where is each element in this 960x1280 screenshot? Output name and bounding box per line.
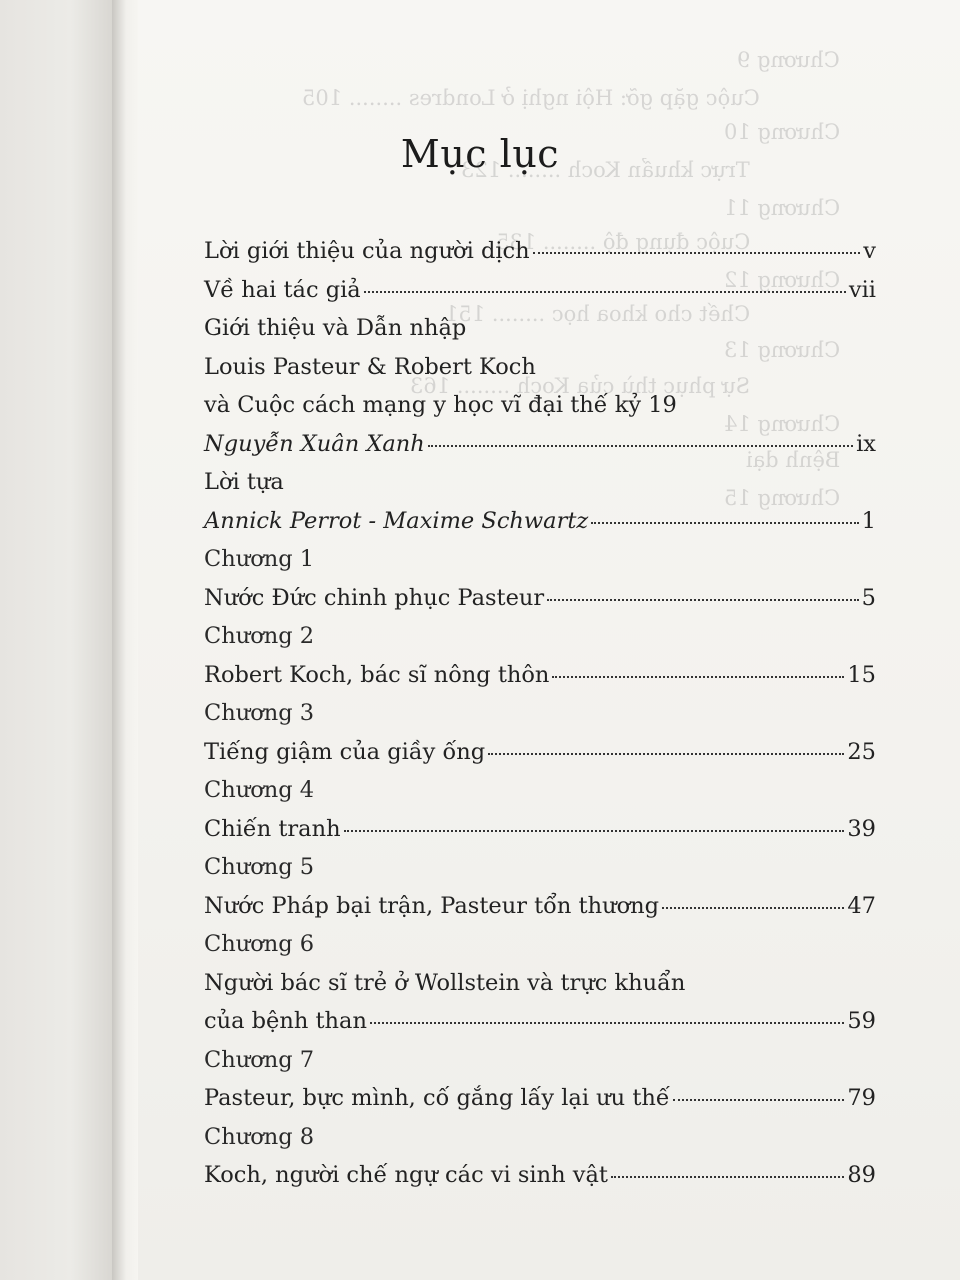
- entry-label: Lời giới thiệu của người dịch: [204, 238, 530, 264]
- bleed-line: Chết cho khoa học ........ 151: [444, 302, 750, 326]
- toc-entry: [204, 431, 876, 470]
- bleed-line: Cuộc gặp gỡ: Hội nghị ở Londres ........ 105: [302, 86, 760, 110]
- entry-page: vii: [848, 276, 876, 303]
- entry-label: Chương 2: [204, 623, 315, 649]
- left-page: [0, 0, 118, 1280]
- bleed-line: Bệnh dại: [745, 448, 840, 472]
- entry-label: Nguyễn Xuân Xanh: [204, 430, 425, 457]
- entry-page: v: [863, 238, 876, 264]
- entry-label: Chương 6: [204, 931, 315, 957]
- entry-label: Pasteur, bực mình, cố gắng lấy lại ưu thế: [204, 1085, 670, 1111]
- entry-page: 89: [847, 1162, 876, 1188]
- entry-label: Louis Pasteur & Robert Koch: [204, 353, 536, 380]
- page-title: Mục lục: [400, 132, 560, 176]
- dot-leader: [370, 1022, 844, 1024]
- entry-label: Chương 5: [204, 854, 315, 880]
- entry-page: 25: [847, 738, 876, 765]
- entry-label: Chương 3: [204, 700, 315, 726]
- entry-label: Robert Koch, bác sĩ nông thôn: [204, 661, 550, 688]
- bleed-line: Chương 9: [737, 48, 840, 72]
- entry-label: Nước Pháp bại trận, Pasteur tổn thương: [204, 892, 660, 919]
- table-of-contents: [204, 238, 876, 1201]
- entry-label: Nước Đức chinh phục Pasteur: [204, 584, 545, 611]
- chapter-heading: [204, 546, 876, 585]
- entry-page: 47: [847, 892, 876, 919]
- entry-page: ix: [856, 430, 876, 457]
- bleed-line: Chương 15: [723, 486, 840, 510]
- entry-label: Annick Perrot - Maxime Schwartz: [204, 507, 589, 534]
- toc-entry: [204, 1008, 876, 1047]
- dot-leader: [662, 907, 844, 909]
- bleed-line: Trực khuẩn Koch ........ 123: [461, 158, 750, 182]
- toc-entry: [204, 354, 876, 393]
- chapter-heading: [204, 854, 876, 893]
- chapter-heading: [204, 777, 876, 816]
- entry-page: 5: [861, 584, 876, 611]
- entry-label: của bệnh than: [204, 1008, 367, 1034]
- entry-label: Koch, người chế ngự các vi sinh vật: [204, 1162, 608, 1188]
- dot-leader: [591, 522, 858, 524]
- dot-leader: [533, 252, 861, 254]
- toc-entry: [204, 1162, 876, 1201]
- bleed-line: Chương 14: [723, 412, 840, 436]
- entry-label: và Cuộc cách mạng y học vĩ đại thế kỷ 19: [204, 392, 677, 418]
- entry-label: Chương 7: [204, 1046, 315, 1073]
- entry-page: 79: [847, 1085, 876, 1111]
- entry-label: Lời tựa: [204, 469, 284, 495]
- entry-label: Chương 1: [204, 546, 315, 572]
- entry-label: Người bác sĩ trẻ ở Wollstein và trực khuẩn: [204, 969, 686, 996]
- book-gutter: [112, 0, 138, 1280]
- dot-leader: [673, 1099, 845, 1101]
- toc-entry: [204, 469, 876, 508]
- bleed-line: Chương 10: [723, 120, 840, 144]
- toc-entry: [204, 662, 876, 701]
- dot-leader: [547, 599, 859, 601]
- bleed-line: Chương 11: [723, 196, 840, 220]
- dot-leader: [364, 291, 846, 293]
- entry-label: Chương 4: [204, 777, 315, 803]
- toc-entry: [204, 315, 876, 354]
- toc-entry: [204, 585, 876, 624]
- dot-leader: [428, 445, 853, 447]
- toc-entry: [204, 392, 876, 431]
- dot-leader: [552, 676, 844, 678]
- toc-entry: [204, 739, 876, 778]
- toc-entry: [204, 508, 876, 547]
- toc-entry: [204, 1085, 876, 1124]
- dot-leader: [344, 830, 845, 832]
- entry-page: 1: [861, 507, 876, 534]
- toc-entry: [204, 277, 876, 316]
- entry-label: Chiến tranh: [204, 815, 341, 842]
- entry-page: 15: [847, 661, 876, 688]
- toc-entry: [204, 970, 876, 1009]
- bleed-line: Chương 12: [723, 268, 840, 292]
- chapter-heading: [204, 1047, 876, 1086]
- entry-page: 59: [847, 1008, 876, 1034]
- entry-label: Chương 8: [204, 1123, 315, 1150]
- bleed-line: Cuộc đụng độ ........ 135: [495, 230, 750, 254]
- entry-label: Về hai tác giả: [204, 276, 361, 303]
- bleed-line: Sự phục thù của Koch ........ 163: [409, 374, 750, 398]
- toc-entry: [204, 893, 876, 932]
- entry-page: 39: [847, 815, 876, 842]
- toc-entry: [204, 238, 876, 277]
- chapter-heading: [204, 623, 876, 662]
- chapter-heading: [204, 700, 876, 739]
- dot-leader: [611, 1176, 844, 1178]
- toc-entry: [204, 816, 876, 855]
- dot-leader: [488, 753, 844, 755]
- chapter-heading: [204, 931, 876, 970]
- entry-label: Giới thiệu và Dẫn nhập: [204, 315, 467, 341]
- chapter-heading: [204, 1124, 876, 1163]
- entry-label: Tiếng giậm của giầy ống: [204, 738, 486, 765]
- bleed-line: Chương 13: [723, 338, 840, 362]
